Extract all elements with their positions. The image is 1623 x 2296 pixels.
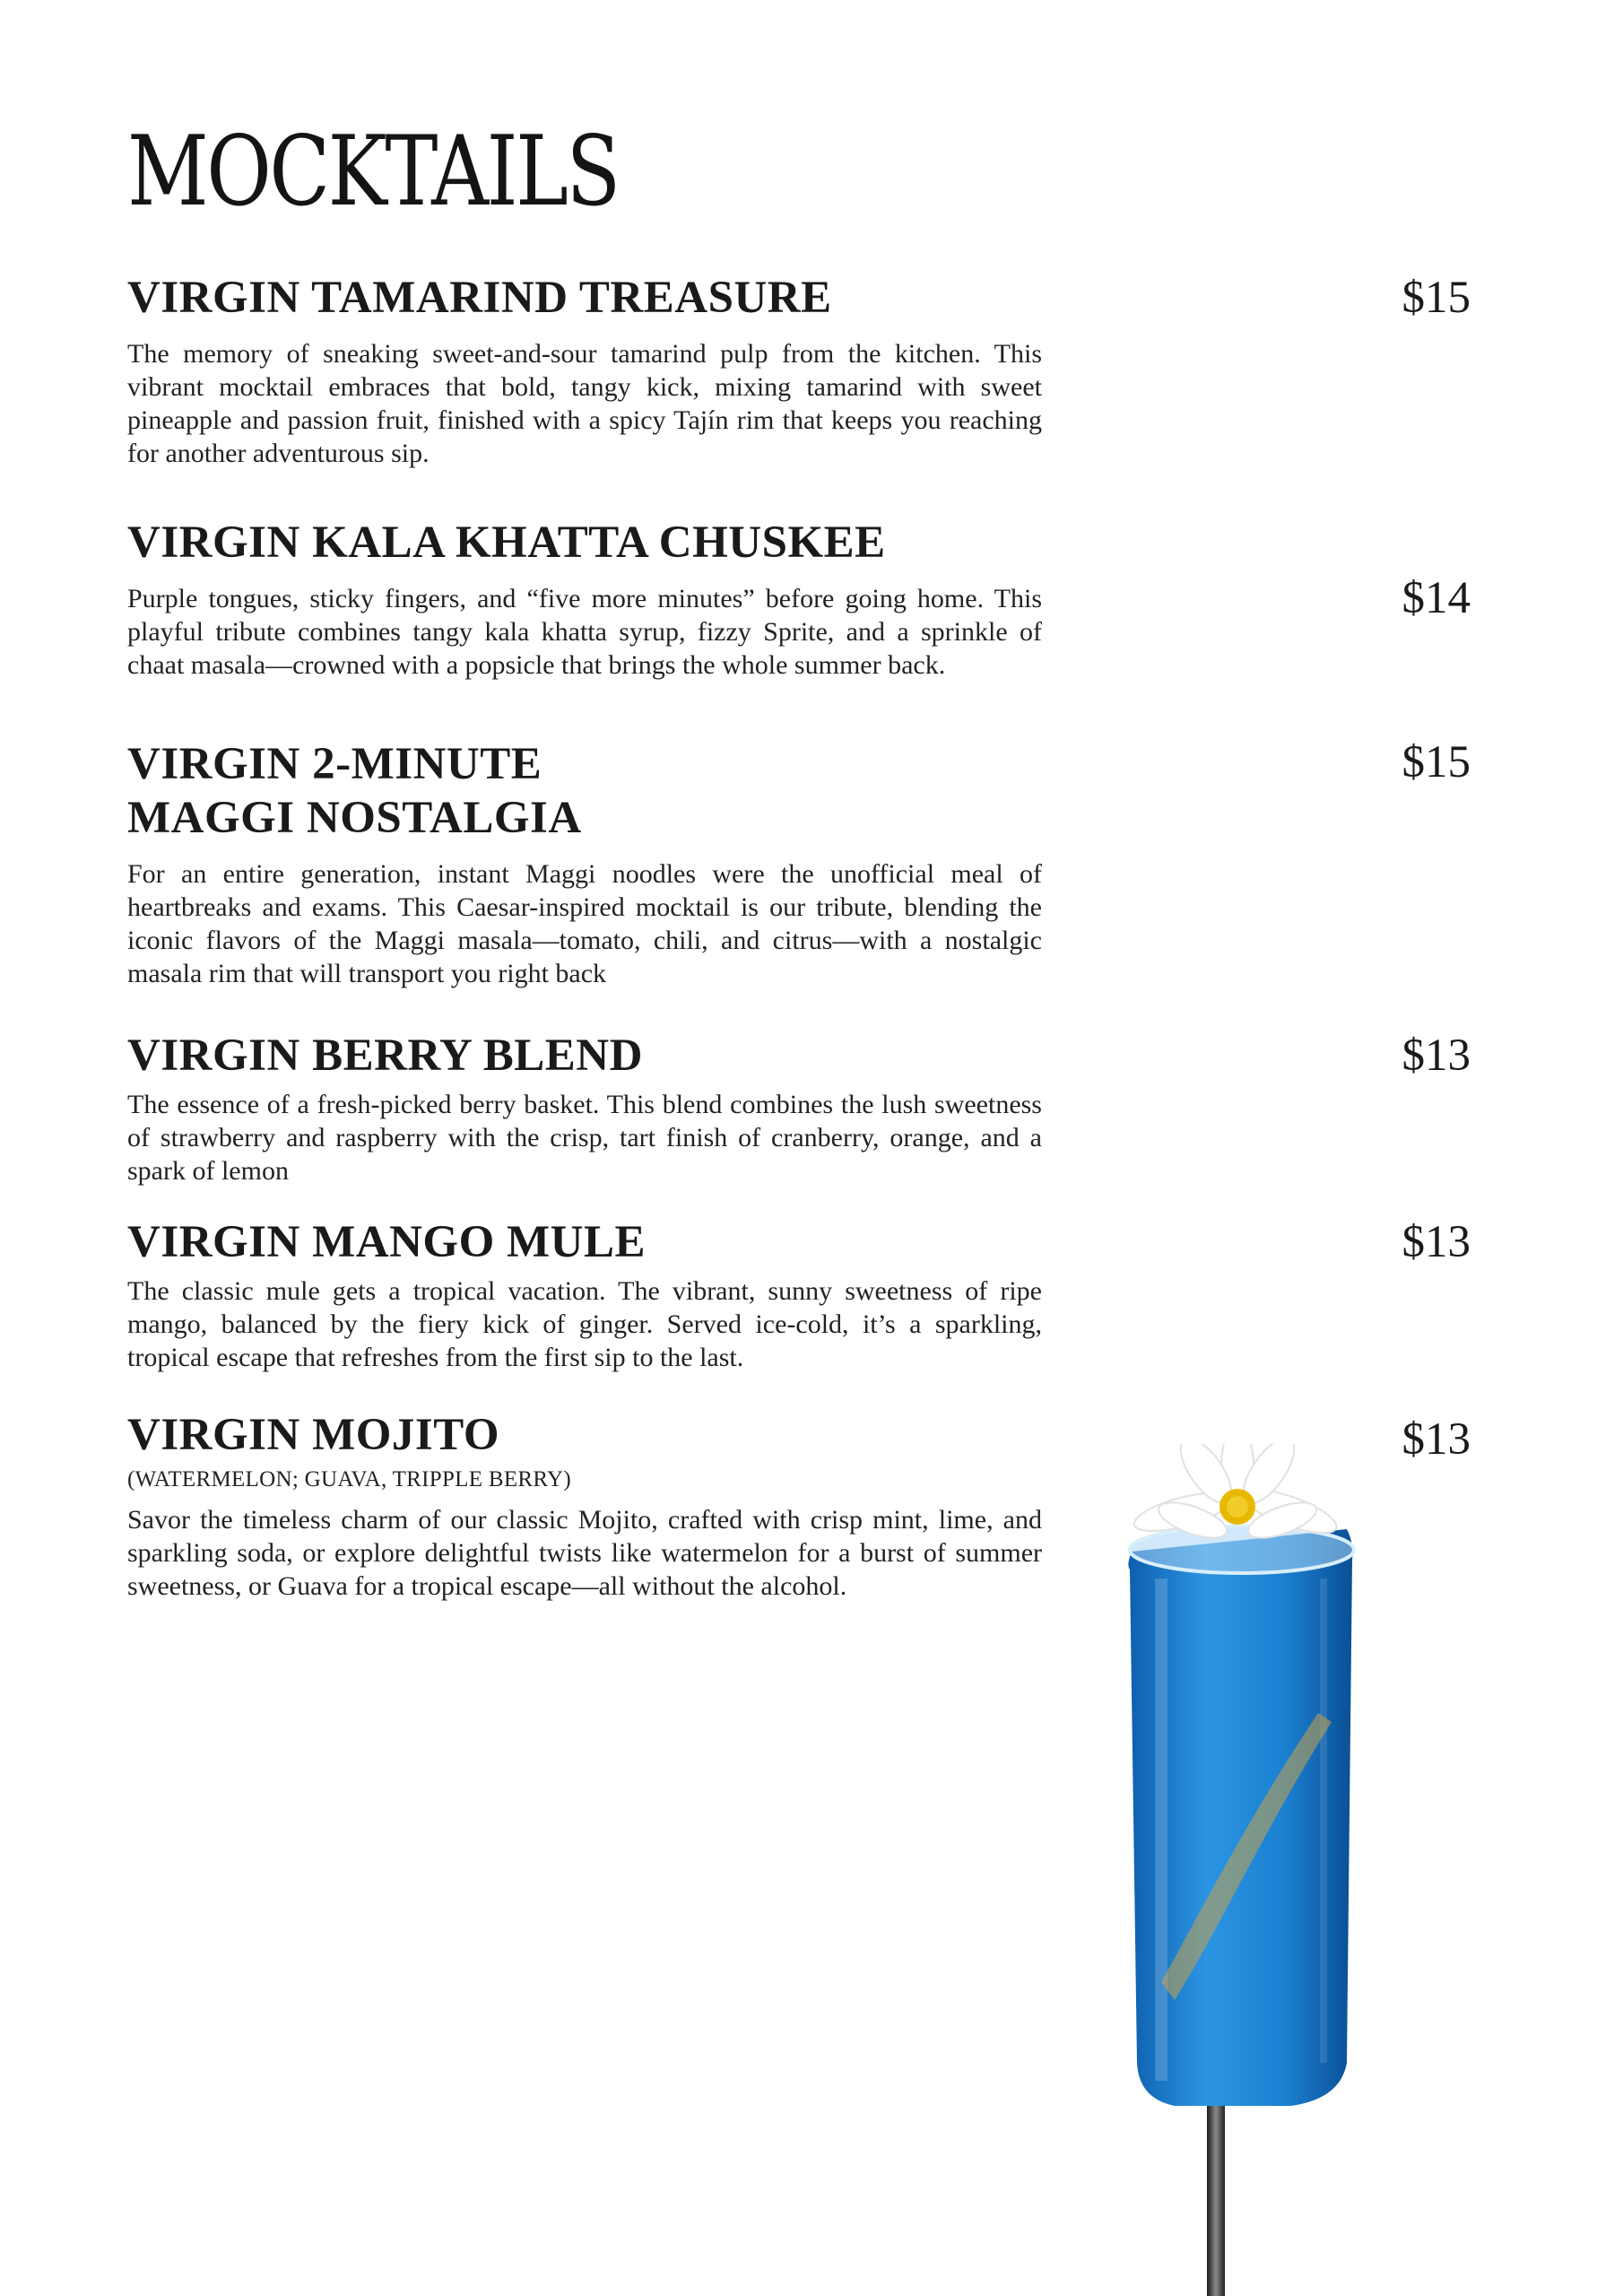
menu-item	[127, 737, 1042, 990]
item-description: The classic mule gets a tropical vacation. The vibrant, sunny sweetness of ripe mango, balanced by the fiery kick of ginger. Served ice-cold, it’s a sparkling, tropical escape that refreshes from the first sip to the last.	[127, 1276, 1042, 1372]
item-description: The essence of a fresh-picked berry basket. This blend combines the lush sweetness of strawberry and raspberry with the crisp, tart finish of cranberry, orange, and a spark of lemon	[127, 1090, 1042, 1186]
page-title: MOCKTAILS	[127, 116, 619, 228]
menu-item	[127, 1215, 1042, 1374]
item-description: Purple tongues, sticky fingers, and “five more minutes” before going home. This playful tribute combines tangy kala khatta syrup, fizzy Sprite, and a sprinkle of chaat masala—crowned with a popsicle that brings the whole summer back.	[127, 584, 1042, 680]
item-price: $13	[1402, 1031, 1471, 1081]
item-description: The memory of sneaking sweet-and-sour tamarind pulp from the kitchen. This vibrant mocktail embraces that bold, tangy kick, mixing tamarind with sweet pineapple and passion fruit, finished with a spicy Tajín rim that keeps you reaching for another adventurous sip.	[127, 339, 1042, 468]
item-price: $15	[1402, 737, 1471, 787]
item-name-line-2: MAGGI NOSTALGIA	[127, 793, 582, 843]
item-description: For an entire generation, instant Maggi noodles were the unofficial meal of heartbreaks and exams. This Caesar-inspired mocktail is our tribute, blending the iconic flavors of the Maggi masala—tomato, chili, and citrus—with a nostalgic masala rim that will transport you right back	[127, 859, 1042, 988]
item-description: Savor the timeless charm of our classic Mojito, crafted with crisp mint, lime, and sparkling soda, or explore delightful twists like watermelon for a burst of summer sweetness, or Guava for a tropical escape—all without the alcohol.	[127, 1505, 1042, 1601]
blue-cocktail-glass-with-daisy-icon	[1112, 1444, 1471, 2296]
menu-item	[127, 1029, 1042, 1187]
item-price: $13	[1402, 1217, 1471, 1267]
item-name: VIRGIN KALA KHATTA CHUSKEE	[127, 517, 886, 568]
item-name: VIRGIN BERRY BLEND	[127, 1031, 643, 1081]
menu-item	[127, 516, 1042, 682]
item-subtitle: (WATERMELON; GUAVA, TRIPPLE BERRY)	[127, 1467, 571, 1492]
item-name-line-1: VIRGIN 2-MINUTE	[127, 739, 542, 789]
menu-item	[127, 1408, 1042, 1603]
item-name: VIRGIN TAMARIND TREASURE	[127, 273, 832, 323]
item-name: VIRGIN MANGO MULE	[127, 1217, 646, 1267]
item-price: $13	[1402, 1414, 1471, 1465]
menu-item	[127, 271, 1042, 470]
item-name: VIRGIN MOJITO	[127, 1410, 500, 1460]
item-price: $15	[1402, 273, 1471, 323]
item-price: $14	[1402, 573, 1471, 623]
